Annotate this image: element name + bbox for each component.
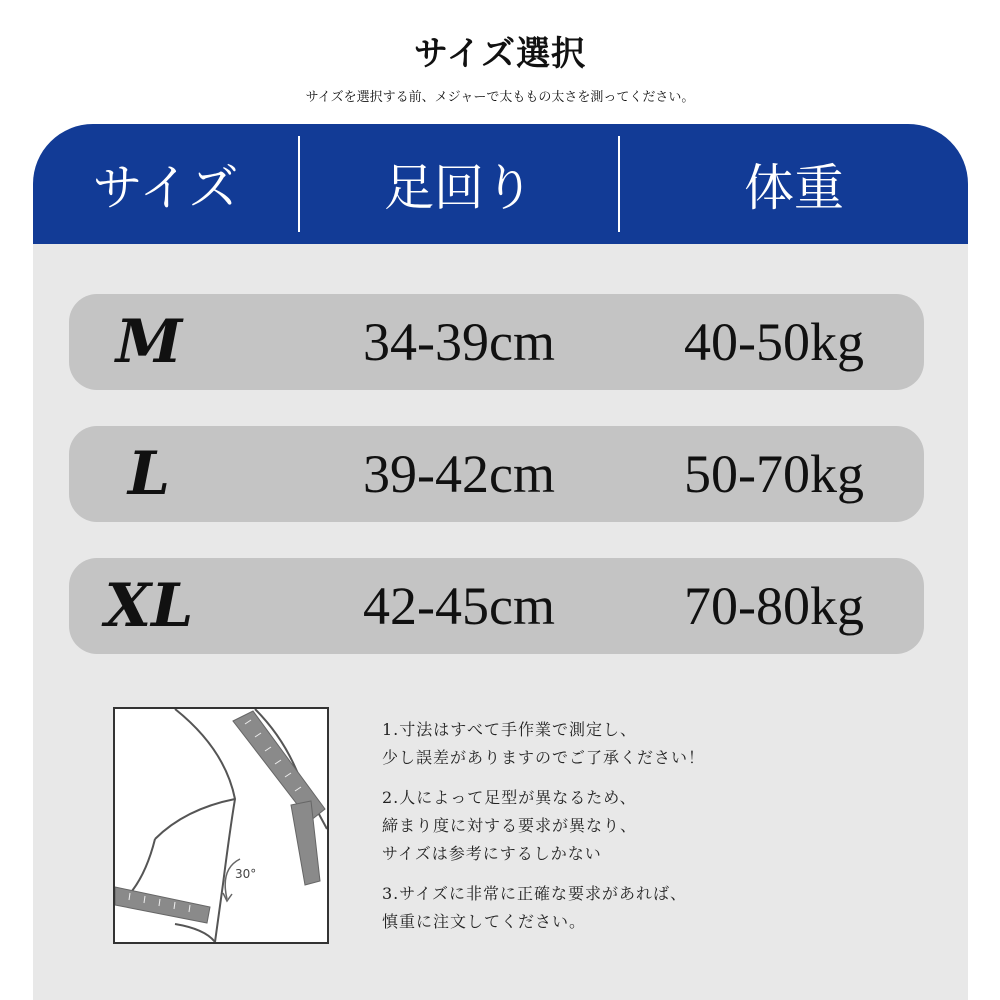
note-item bbox=[382, 716, 902, 772]
header-size: サイズ bbox=[92, 159, 239, 217]
leg-value: 39-42cm bbox=[363, 444, 555, 504]
notes-section bbox=[382, 716, 902, 948]
page-title: サイズ選択 bbox=[413, 34, 587, 74]
header-weight: 体重 bbox=[744, 159, 844, 217]
note-line: サイズは参考にするしかない bbox=[382, 844, 602, 863]
note-line: 1.寸法はすべて手作業で測定し、 bbox=[382, 720, 637, 739]
note-line: 2.人によって足型が異なるため、 bbox=[382, 788, 637, 807]
table-header bbox=[33, 124, 968, 244]
weight-value: 40-50kg bbox=[684, 312, 864, 372]
size-label: XL bbox=[104, 571, 194, 641]
note-item bbox=[382, 880, 902, 936]
note-line: 締まり度に対する要求が異なり、 bbox=[382, 816, 638, 835]
weight-value: 50-70kg bbox=[684, 444, 864, 504]
header-leg: 足回り bbox=[384, 159, 534, 217]
weight-value: 70-80kg bbox=[684, 576, 864, 636]
table-row bbox=[69, 426, 924, 522]
angle-label: 30° bbox=[235, 867, 257, 881]
knee-measurement-diagram bbox=[113, 707, 329, 944]
leg-value: 42-45cm bbox=[363, 576, 555, 636]
knee-illustration bbox=[115, 709, 327, 942]
size-label: L bbox=[127, 439, 171, 509]
size-label: M bbox=[115, 307, 183, 377]
page-subtitle: サイズを選択する前、メジャーで太ももの太さを測ってください。 bbox=[305, 90, 695, 105]
table-row bbox=[69, 294, 924, 390]
table-row bbox=[69, 558, 924, 654]
note-line: 少し誤差がありますのでご了承ください！ bbox=[382, 748, 706, 767]
note-item bbox=[382, 784, 902, 868]
size-table-panel bbox=[33, 124, 968, 1000]
leg-value: 34-39cm bbox=[363, 312, 555, 372]
note-line: 3.サイズに非常に正確な要求があれば、 bbox=[382, 884, 687, 903]
note-line: 慎重に注文してください。 bbox=[382, 912, 587, 931]
